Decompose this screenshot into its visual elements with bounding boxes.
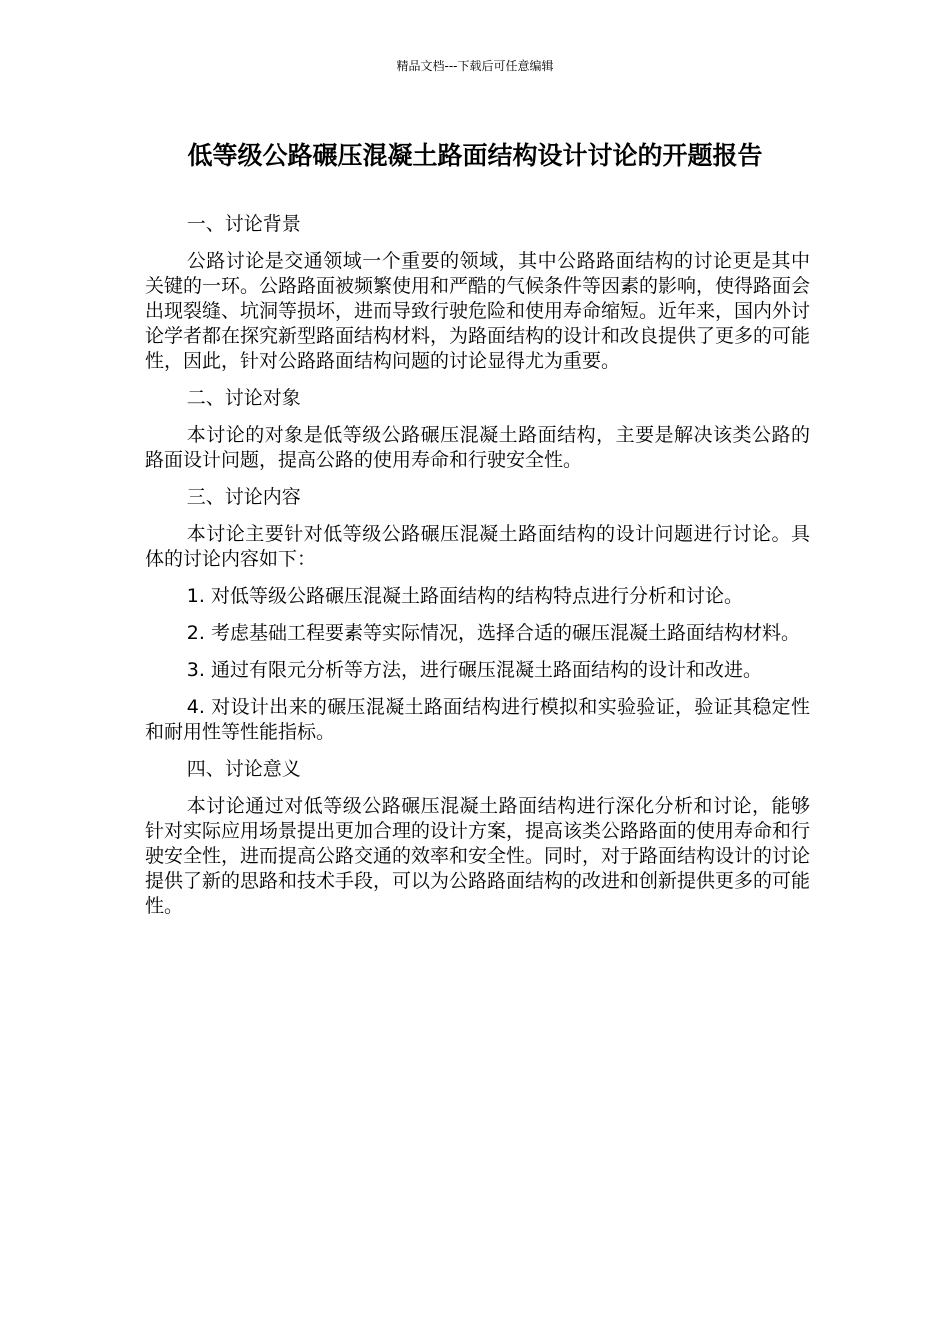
paragraph-content-intro: 本讨论主要针对低等级公路碾压混凝土路面结构的设计问题进行讨论。具体的讨论内容如下： (145, 523, 810, 570)
section-heading-background: 一、讨论背景 (186, 213, 301, 235)
paragraph-background: 公路讨论是交通领域一个重要的领域，其中公路路面结构的讨论更是其中关键的一环。公路路面被频繁使用和严酷的气候条件等因素的影响，使得路面会出现裂缝、坑洞等损坏，进而导致行驶危险和使用寿命缩短。近年来，国内外讨论学者都在探究新型路面结构材料，为路面结构的设计和改良提供了更多的可能性，因此，针对公路路面结构问题的讨论显得尤为重要。 (145, 250, 811, 372)
list-item-content-3: 3. 通过有限元分析等方法，进行碾压混凝土路面结构的设计和改进。 (186, 659, 762, 681)
list-item-content-2: 2. 考虑基础工程要素等实际情况，选择合适的碾压混凝土路面结构材料。 (186, 622, 800, 644)
list-item-content-4: 4. 对设计出来的碾压混凝土路面结构进行模拟和实验验证，验证其稳定性和耐用性等性能指标。 (145, 696, 810, 743)
document-body (145, 212, 810, 931)
section-heading-object: 二、讨论对象 (186, 387, 301, 409)
paragraph-significance: 本讨论通过对低等级公路碾压混凝土路面结构进行深化分析和讨论，能够针对实际应用场景提出更加合理的设计方案，提高该类公路路面的使用寿命和行驶安全性，进而提高公路交通的效率和安全性。同时，对于路面结构设计的讨论提供了新的思路和技术手段，可以为公路路面结构的改进和创新提供更多的可能性。 (145, 795, 811, 917)
header-note: 精品文档---下载后可任意编辑 (396, 59, 554, 73)
section-heading-significance: 四、讨论意义 (186, 758, 301, 780)
list-item-content-1: 1. 对低等级公路碾压混凝土路面结构的结构特点进行分析和讨论。 (186, 585, 743, 607)
paragraph-object: 本讨论的对象是低等级公路碾压混凝土路面结构，主要是解决该类公路的路面设计问题，提高公路的使用寿命和行驶安全性。 (145, 424, 810, 471)
document-title: 低等级公路碾压混凝土路面结构设计讨论的开题报告 (187, 141, 763, 170)
section-heading-content: 三、讨论内容 (186, 486, 301, 508)
